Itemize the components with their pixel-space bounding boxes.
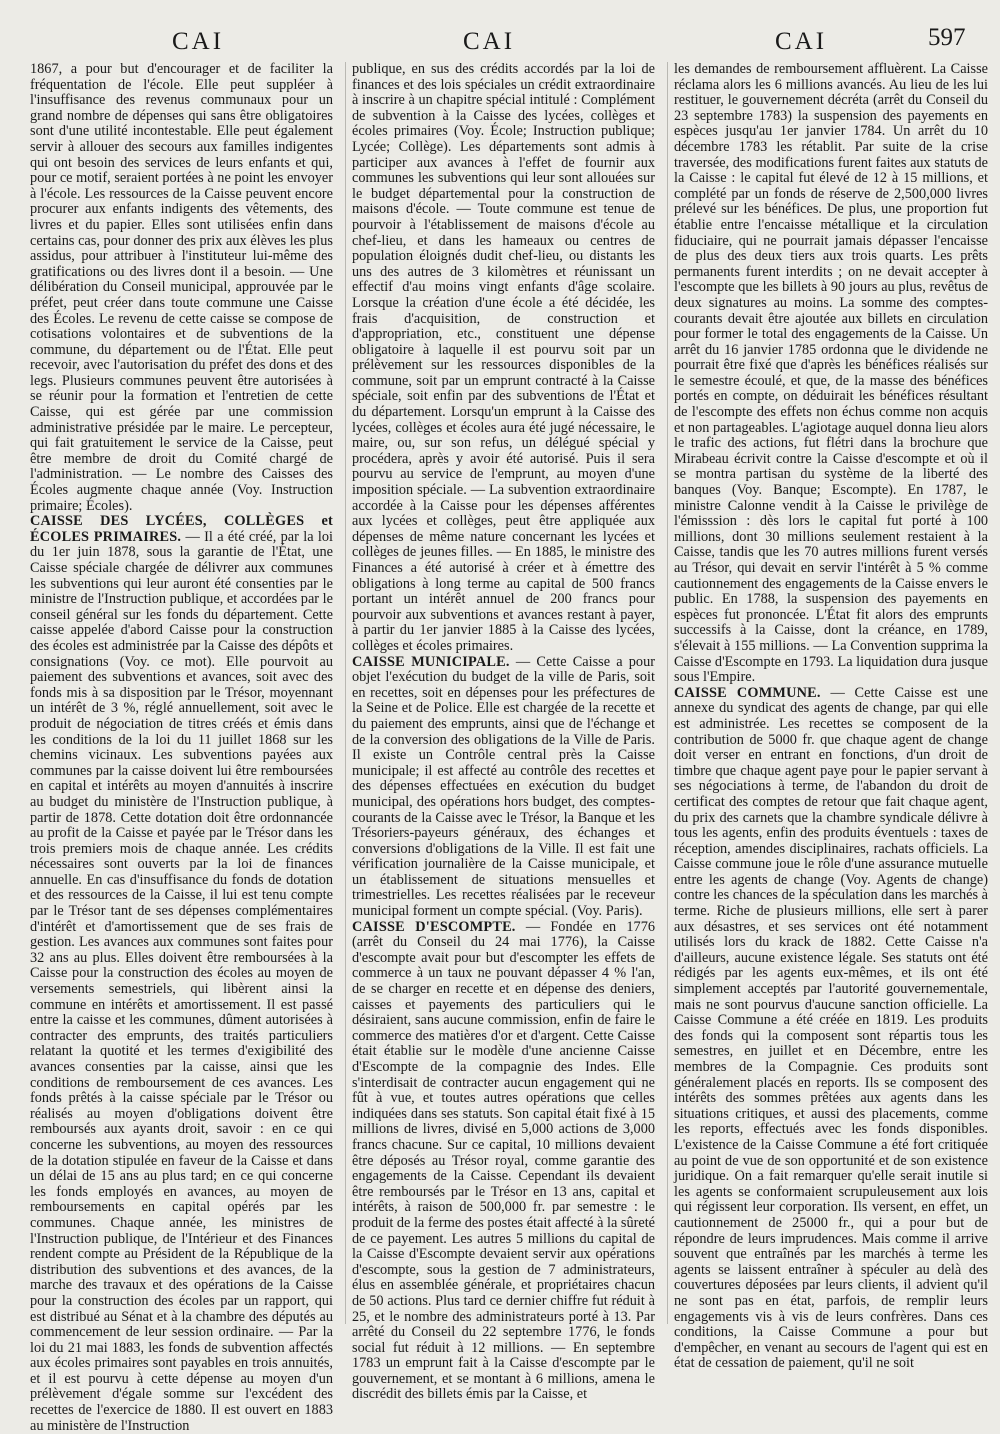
paragraph	[30, 62, 333, 514]
running-head-center-word: CAI	[463, 28, 516, 55]
column-middle	[345, 61, 656, 1403]
paragraph-text: 1867, a pour but d'encourager et de faciliter la fréquentation de l'école. Elle peut suppléer à l'insuffisance des revenus communaux pour un grand nombre de dépenses qui sans être obligatoires sont d'une utilité incontestable. Elle peut également servir à allouer des secours aux familles indigentes qui ont besoin des services de leurs enfants et qui, pour ce motif, seraient portées à ne point les envoyer à l'école. Les ressources de la Caisse peuvent encore procurer aux enfants indigents des vêtements, des livres et du papier. Elles sont utilisées enfin dans certains cas, pour donner des prix aux élèves les plus assidus, pour attribuer à l'instituteur lui-même des gratifications ou des livres dont il a besoin. — Une délibération du Conseil municipal, approuvée par le préfet, peut créer dans toute commune une Caisse des Écoles. Le revenu de cette caisse se compose de cotisations volontaires et de subventions de la commune, du département ou de l'État. Elle peut recevoir, avec l'autorisation du préfet des dons et des legs. Plusieurs communes peuvent être autorisées à se réunir pour la formation et l'entretien de cette Caisse, qui est gérée par une commission administrative présidée par le maire. Le percepteur, qui fait gratuitement le service de la Caisse, peut être membre de droit du Comité chargé de l'administration. — Le nombre des Caisses des Écoles augmente chaque année (Voy. Instruction primaire; Écoles).	[30, 61, 333, 514]
paragraph-text: publique, en sus des crédits accordés par la loi de finances et des lois spéciales un crédit extraordinaire à inscrire à un chapitre spécial intitulé : Complément de subvention à la Caisse des lycées, collèges et écoles primaires (Voy. École; Instruction publique; Lycée; Collège). Les départements sont admis à participer aux avances à l'effet de fournir aux communes les subventions qui leur sont allouées sur le budget départemental pour la construction de maisons d'école. — Toute commune est tenue de pourvoir à l'établissement de maisons d'école au chef-lieu, et dans les hameaux ou centres de population éloignés dudit chef-lieu, ou distants les uns des autres de 3 kilomètres et réunissant un effectif d'au moins vingt enfants d'âge scolaire. Lorsque la création d'une école a été décidée, les frais d'acquisition, de construction et d'appropriation, etc., constituent une dépense obligatoire à laquelle il est pourvu soit par un prélèvement sur les ressources disponibles de la commune, soit par un emprunt contracté à la Caisse spéciale, soit enfin par des subventions de l'État et du département. Lorsqu'un emprunt à la Caisse des lycées, collèges et écoles aura été jugé nécessaire, le maire, ou, sur son refus, un délégué spécial y procédera, après y avoir été autorisé. Puis il sera pourvu au service de l'emprunt, au moyen d'une imposition spéciale. — La subvention extraordinaire accordée à la Caisse pour les dépenses afférentes aux lycées et collèges, peut être appliquée aux dépenses de même nature concernant les lycées et collèges de jeunes filles. — En 1885, le ministre des Finances a été autorisé à créer et à émettre des obligations à long terme au capital de 500 francs portant un intérêt annuel de 200 francs pour pourvoir aux subventions et avances restant à payer, à partir du 1er janvier 1885 à la Caisse des lycées, collèges et écoles primaires.	[352, 61, 655, 654]
paragraph	[674, 686, 988, 1372]
paragraph	[674, 62, 988, 686]
column-left	[30, 61, 334, 1434]
paragraph	[352, 655, 655, 920]
entry-headword: CAISSE DES LYCÉES, COLLÈGES et ÉCOLES PRIMAIRES.	[30, 513, 333, 545]
entry-headword: CAISSE D'ESCOMPTE.	[352, 918, 516, 935]
paragraph-text: les demandes de remboursement affluèrent. La Caisse réclama alors les 6 millions avancés. Au lieu de les lui restituer, le gouvernement décréta (arrêt du Conseil du 23 septembre 1783) la suspension des payements en espèces jusqu'au 1er janvier 1784. Un arrêt du 10 décembre 1783 les rétablit. Par suite de la crise traversée, des modifications furent faites aux statuts de la Caisse : le capital fut élevé de 12 à 15 millions, et complété par un fonds de réserve de 2,500,000 livres prélevé sur les bénéfices. De plus, une proportion fut établie entre l'encaisse métallique et la circulation fiduciaire, qui ne pourrait jamais dépasser l'encaisse de plus des deux tiers aux trois quarts. Les prêts permanents furent interdits ; on ne devait accepter à l'escompte que les billets à 90 jours au plus, revêtus de deux signatures au moins. La somme des comptes-courants devait être ajoutée aux billets en circulation pour former le total des engagements de la Caisse. Un arrêt du 16 janvier 1785 ordonna que le dividende ne pourrait être fixé que d'après les bénéfices réalisés sur le semestre écoulé, et que, de la masse des bénéfices portés en compte, on déduirait les bénéfices résultant de l'escompte des effets non échus comme non acquis et non partageables. L'agiotage auquel donna lieu alors le trafic des actions, fut flétri dans la brochure que Mirabeau écrivit contre la Caisse d'escompte et où il se montra partisan du système de la liberté des banques (Voy. Banque; Escompte). En 1787, le ministre Calonne vendit à la Caisse le privilège de l'émisssion : dès lors le capital fut porté à 100 millions, dont 30 millions seulement restaient à la Caisse, tandis que les 70 autres millions furent versés au Trésor, qui devait en servir l'intérêt à 5 % comme cautionnement des engagements de la Caisse envers le public. En 1788, la suspension des payements en espèces fut prononcée. L'État fit alors des emprunts successifs à la Caisse, dont la créance, en 1789, s'élevait à 155 millions. — La Convention supprima la Caisse d'Escompte en 1793. La liquidation dura jusque sous l'Empire.	[674, 61, 988, 686]
page-number: 597	[928, 24, 966, 51]
column-right	[667, 61, 989, 1372]
running-head-right-word: CAI	[775, 28, 828, 55]
paragraph-text: — Fondée en 1776 (arrêt du Conseil du 24 mai 1776), la Caisse d'escompte avait pour but d'escompter les effets de commerce à un taux ne pouvant dépasser 4 % l'an, de se charger en recette et en dépense des deniers, caisses et payements des particuliers qui le désiraient, sans aucune commission, enfin de faire le commerce des matières d'or et d'argent. Cette Caisse était établie sur le modèle d'une ancienne Caisse d'Escompte de la compagnie des Indes. Elle s'interdisait de contracter aucun engagement qui ne fût à vue, et toutes autres opérations que celles indiquées dans ses statuts. Son capital était fixé à 15 millions de livres, divisé en 5,000 actions de 3,000 francs chacune. Sur ce capital, 10 millions devaient être déposés au Trésor royal, comme garantie des engagements de la Caisse. Cependant ils devaient être remboursés par le Trésor en 13 ans, capital et intérêts, à raison de 500,000 fr. par semestre : le produit de la ferme des postes était affecté à la sûreté de ce payement. Les autres 5 millions du capital de la Caisse d'Escompte devaient servir aux opérations d'escompte, sous la gestion de 7 administrateurs, élus en assemblée générale, et propriétaires chacun de 50 actions. Plus tard ce dernier chiffre fut réduit à 25, et le nombre des administrateurs porté à 13. Par arrêté du Conseil du 22 septembre 1776, le fonds social fut réduit à 12 millions. — En septembre 1783 un emprunt fait à la Caisse d'escompte par le gouvernement, et se montant à 6 millions, amena le discrédit des billets émis par la Caisse, et	[352, 918, 656, 1403]
running-head-left-word: CAI	[172, 28, 225, 55]
paragraph	[352, 920, 655, 1403]
paragraph-text: — Cette Caisse est une annexe du syndicat des agents de change, par qui elle est administrée. Les recettes se composent de la contribution de 5000 fr. que chaque agent de change doit verser en entrant en fonctions, d'un droit de timbre que chaque agent paye pour le papier servant à ses négociations à terme, de l'abandon du droit de certificat des comptes de retour que fait chaque agent, du prix des carnets que la chambre syndicale délivre à tous les agents, enfin des produits éventuels : taxes de réception, amendes disciplinaires, rachats officiels. La Caisse commune joue le rôle d'une assurance mutuelle entre les agents de change (Voy. Agents de change) contre les chances de la spéculation dans les marchés à terme. Riche de plusieurs millions, elle sert à parer aux désastres, et ses services ont été notamment utilisés lors du krack de 1882. Cette Caisse n'a d'ailleurs, aucune existence légale. Ses statuts ont été rédigés par les agents eux-mêmes, et ils ont été simplement acceptés par l'autorité gouvernementale, mais ne sont pourvus d'aucune sanction officielle. La Caisse Commune a été créée en 1819. Les produits des fonds qui la composent sont répartis tous les semestres, en juillet et en Décembre, entre les membres de la Compagnie. Ces produits sont généralement placés en reports. Ils se composent des intérêts des sommes prêtées aux agents dans les situations critiques, et aussi des placements, comme les reports, effectués avec les fonds disponibles. L'existence de la Caisse Commune a été fort critiquée au point de vue de son opportunité et de son existence juridique. On a fait remarquer qu'elle serait inutile si les agents se conformaient scrupuleusement aux lois qui régissent leur corporation. Ils versent, en effet, un cautionnement de 25000 fr., qui a pour but de répondre de leurs imprudences. Mais comme il arrive souvent que entraînés par les marchés à terme les agents se laissent entraîner à spéculer au delà des couvertures déposées par leurs clients, il advient qu'il ne sont pas en état, parfois, de remplir leurs engagements vis à vis de leurs confrères. Dans ces conditions, la Caisse Commune a pour but d'empêcher, en venant au secours de l'agent qui est en état de cessation de paiement, qu'il ne soit	[674, 684, 989, 1372]
entry-headword: CAISSE COMMUNE.	[674, 684, 821, 701]
running-head	[0, 20, 1000, 60]
paragraph	[30, 514, 333, 1434]
paragraph-text: — Cette Caisse a pour objet l'exécution du budget de la ville de Paris, soit en recettes, soit en dépenses pour les préfectures de la Seine et de Police. Elle est chargée de la recette et du paiement des emprunts, ainsi que de l'échange et de la conversion des obligations de la Ville de Paris. Il existe un Contrôle central près la Caisse municipale; il est affecté au contrôle des recettes et des dépenses effectuées en exécution du budget municipal, des opérations hors budget, des comptes-courants de la Caisse avec le Trésor, la Banque et les Trésoriers-payeurs généraux, des échanges et conversions d'obligations de la Ville. Il est fait une vérification journalière de la Caisse municipale, et un établissement de situations mensuelles et trimestrielles. Les recettes réalisées par le receveur municipal forment un compte spécial. (Voy. Paris).	[352, 653, 655, 920]
paragraph	[352, 62, 655, 655]
paragraph-text: — Il a été créé, par la loi du 1er juin 1878, sous la garantie de l'État, une Caisse spéciale chargée de délivrer aux communes les subventions qui leur auront été consenties par le ministre de l'Instruction publique, et accordées par le conseil général sur les fonds du département. Cette caisse appelée d'abord Caisse pour la construction des écoles est administrée par la Caisse des dépôts et consignations (Voy. ce mot). Elle pourvoit au paiement des subventions et avances, soit avec des fonds mis à sa disposition par le Trésor, moyennant un intérêt de 3 %, réglé annuellement, soit avec le produit de négociation de titres créés et émis dans les conditions de la loi du 11 juillet 1868 sur les chemins vicinaux. Les subventions payées aux communes par la caisse doivent lui être remboursées en capital et intérêts au moyen d'annuités à inscrire au budget du ministère de l'Instruction publique, à partir de 1878. Cette dotation doit être ordonnancée au profit de la Caisse et payée par le Trésor dans les trois premiers mois de chaque année. Les crédits nécessaires sont ouverts par la loi de finances annuelle. En cas d'insuffisance du fonds de dotation et des ressources de la Caisse, il lui est tenu compte par le Trésor tant de ses dépenses complémentaires d'intérêt et d'amortissement que de ses frais de gestion. Les avances aux communes sont faites pour 32 ans au plus. Elles doivent être remboursées à la Caisse pour la construction des écoles au moyen de versements semestriels, qui libèrent ainsi la commune en intérêts et amortissement. Il est passé entre la caisse et les communes, dûment autorisées à contracter des emprunts, des traités particuliers relatant la quotité et les termes d'exigibilité des avances consenties par la caisse, ainsi que les conditions de remboursement de ces avances. Les fonds prêtés à la caisse spéciale par le Trésor ou réalisés au moyen d'obligations doivent être remboursés aux ayants droit, savoir : en ce qui concerne les subventions, au moyen des ressources de la dotation stipulée en faveur de la Caisse et dans un délai de 15 ans au plus tard; en ce qui concerne les fonds employés en avances, au moyen de remboursements en capital opérés par les communes. Chaque année, les ministres de l'Instruction publique, de l'Intérieur et des Finances rendent compte au Président de la République de la distribution des subventions et des avances, de la marche des travaux et des opérations de la Caisse pour la construction des écoles par un rapport, qui est distribué au Sénat et à la chambre des députés au commencement de leur session ordinaire. — Par la loi du 21 mai 1883, les fonds de subvention affectés aux écoles primaires sont payables en trois annuités, et il est pourvu à cette dépense au moyen d'un prélèvement d'égale somme sur l'excédent des recettes de l'exercice de 1880. Il est ouvert en 1883 au ministère de l'Instruction	[30, 528, 334, 1434]
entry-headword: CAISSE MUNICIPALE.	[352, 653, 510, 670]
text-columns	[30, 61, 989, 1434]
